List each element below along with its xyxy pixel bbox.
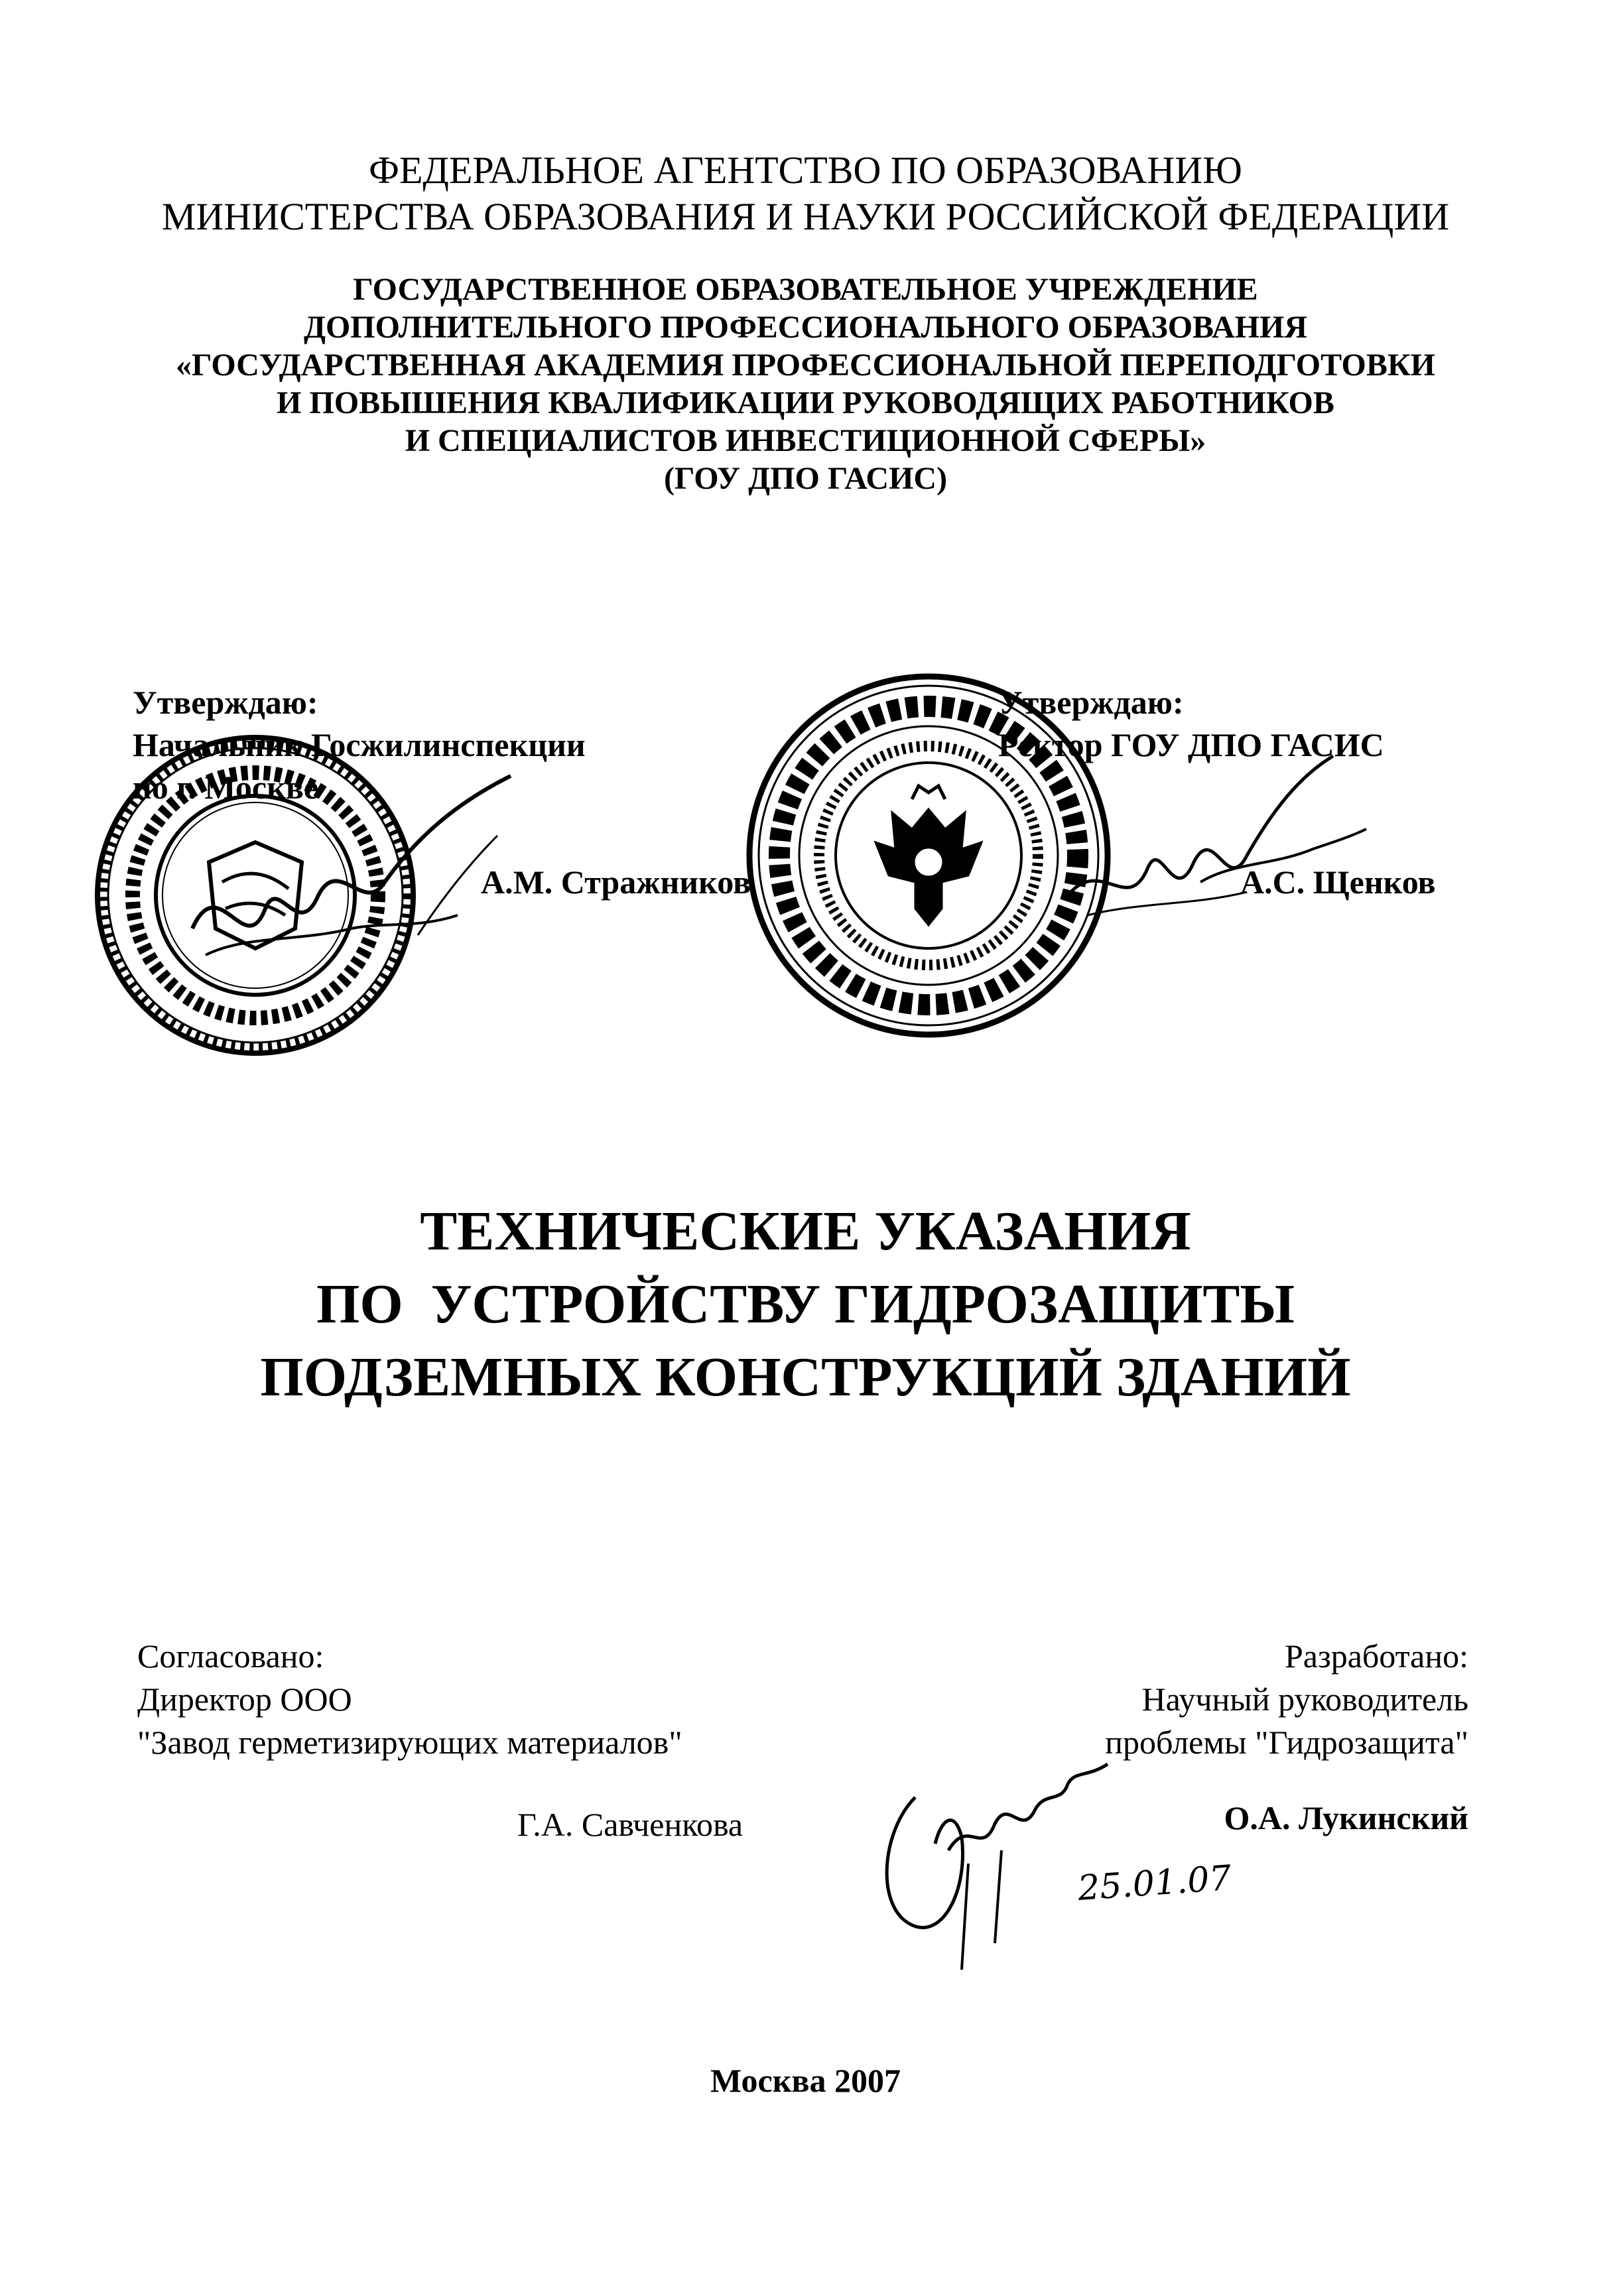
agreed-name: Г.А. Савченкова xyxy=(517,1806,743,1843)
right-approver-name: А.С. Щенков xyxy=(1240,863,1436,901)
left-approver-city: по г. Москве xyxy=(133,769,319,806)
agreed-company: "Завод герметизирующих материалов" xyxy=(137,1724,682,1761)
institution-line-4: И ПОВЫШЕНИЯ КВАЛИФИКАЦИИ РУКОВОДЯЩИХ РАБОТНИКОВ xyxy=(277,385,1334,420)
left-approver-name: А.М. Стражников xyxy=(481,863,751,901)
institution-line-6: (ГОУ ДПО ГАСИС) xyxy=(663,461,948,496)
schenkov-signature xyxy=(1048,749,1380,948)
ministry-line: МИНИСТЕРСТВА ОБРАЗОВАНИЯ И НАУКИ РОССИЙСКОЙ ФЕДЕРАЦИИ xyxy=(161,195,1450,238)
institution-line-1: ГОСУДАРСТВЕННОЕ ОБРАЗОВАТЕЛЬНОЕ УЧРЕЖДЕНИЕ xyxy=(353,272,1258,307)
agreed-label: Согласовано: xyxy=(137,1637,324,1675)
institution-line-2: ДОПОЛНИТЕЛЬНОГО ПРОФЕССИОНАЛЬНОГО ОБРАЗОВАНИЯ xyxy=(303,310,1308,345)
developed-label: Разработано: xyxy=(1284,1637,1468,1675)
place-year: Москва 2007 xyxy=(710,2062,901,2099)
developed-position-line-2: проблемы "Гидрозащита" xyxy=(1105,1724,1468,1761)
document-title-line-3: ПОДЗЕМНЫХ КОНСТРУКЦИЙ ЗДАНИЙ xyxy=(260,1346,1351,1408)
institution-line-3: «ГОСУДАРСТВЕННАЯ АКАДЕМИЯ ПРОФЕССИОНАЛЬНОЙ ПЕРЕПОДГОТОВКИ xyxy=(175,348,1436,383)
left-approve-label: Утверждаю: xyxy=(133,684,318,721)
right-approver-position: Ректор ГОУ ДПО ГАСИС xyxy=(998,726,1384,763)
document-title-line-2: ПО УСТРОЙСТВУ ГИДРОЗАЩИТЫ xyxy=(316,1273,1295,1335)
agreed-position: Директор ООО xyxy=(137,1681,352,1718)
right-approve-label: Утверждаю: xyxy=(998,684,1184,721)
left-approver-position: Начальник Госжилинспекции xyxy=(133,726,586,763)
signature-date: 25.01.07 xyxy=(1076,1858,1233,1909)
developed-position-line-1: Научный руководитель xyxy=(1141,1681,1468,1718)
institution-line-5: И СПЕЦИАЛИСТОВ ИНВЕСТИЦИОННОЙ СФЕРЫ» xyxy=(405,423,1206,458)
developed-name: О.А. Лукинский xyxy=(1224,1799,1468,1836)
document-title-line-1: ТЕХНИЧЕСКИЕ УКАЗАНИЯ xyxy=(420,1200,1191,1262)
agency-line: ФЕДЕРАЛЬНОЕ АГЕНТСТВО ПО ОБРАЗОВАНИЮ xyxy=(369,149,1242,192)
